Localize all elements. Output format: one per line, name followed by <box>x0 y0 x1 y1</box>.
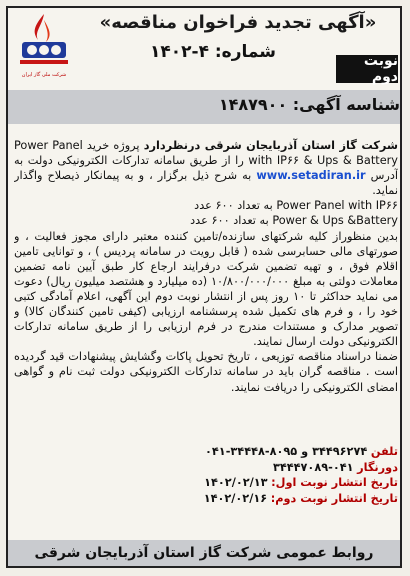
fax-value: ۰۴۱-۳۴۴۴۷۰۸۹ <box>272 460 354 474</box>
fax-label: دورنگار <box>357 460 398 474</box>
second-publish-row <box>14 491 398 507</box>
ad-id: شناسه آگهی: ۱۴۸۷۹۰۰ <box>218 95 400 114</box>
item-2: Power & Ups &Battery به تعداد ۶۰۰ عدد <box>190 214 398 228</box>
company-lead: شرکت گاز استان آذربایجان شرقی درنظردارد <box>143 139 398 152</box>
ad-title: «آگهی تجدید فراخوان مناقصه» <box>99 12 377 33</box>
fax-row <box>14 460 398 476</box>
round-badge: نوبت دوم <box>336 55 398 83</box>
paragraph-notes: ضمنا دراسناد مناقصه توزیعی ، تاریخ تحویل پاکات وگشایش پیشنهادات قید گردیده است . مناقصه گران باید در سامانه تدارکات الکترونیکی دولت ثبت نام و گواهی امضای الکترونیکی را دریافت نمایند. <box>14 350 398 394</box>
first-publish-date: ۱۴۰۲/۰۲/۱۳ <box>204 476 268 489</box>
gas-company-logo <box>12 10 76 72</box>
second-publish-date: ۱۴۰۲/۰۲/۱۶ <box>203 491 268 505</box>
paragraph-requirements: بدین منظوراز کلیه شرکتهای سازنده/تامین کننده معتبر دارای مجوز فعالیت ، و صورتهای مالی حسابرسی شده ( قابل رویت در سامانه پردیس ) ، و توانایی تامین اقلام فوق ، و تهیه تضمین شرکت درفرایند ارجاع کار طبق آیین نامه تضمین معاملات دولتی به مبلغ ۱۰/۸۰۰/۰۰۰/۰۰۰ (ده میلیارد و هشتصد میلیون ریال) دعوت می نماید حداکثر تا ۱۰ روز پس از انتشار نوبت دوم این آگهی، اعلام آمادگی کتبی خود را ، و فرم های تکمیل شده پرسشنامه ارزیابی (کیفی تامین کنندگان کالا) و تصویر مدارک و مستندات مندرج در فرم ارزیابی را از طریق سامانه تدارکات الکترونیکی دولت ارسال نمایند. <box>14 229 398 349</box>
item-1: Power Panel with IP۶۶ به تعداد ۶۰۰ عدد <box>194 199 398 213</box>
logo-caption: شرکت ملی گاز ایران <box>21 72 67 78</box>
tender-number: شماره: ۴-۱۴۰۲ <box>149 42 276 62</box>
second-publish-label: تاریخ انتشار نوبت دوم: <box>270 491 398 505</box>
phone-value: ۳۴۴۹۶۲۷۴ و ۸۰۹۵-۳۴۴۴۸-۰۴۱ <box>205 445 368 458</box>
ad-body <box>14 138 398 440</box>
intro-text: پروژه خرید Power Panel with IP۶۶ & Ups & Battery را از طریق سامانه تدارکات الکترونیکی دولت به آدرس <box>14 139 398 183</box>
contact-info <box>14 444 398 506</box>
first-publish-label: تاریخ انتشار نوبت اول: <box>271 476 398 489</box>
phone-row <box>14 444 398 460</box>
phone-label: تلفن <box>370 445 398 458</box>
website-link[interactable]: www.setadiran.ir <box>256 169 366 183</box>
footer-public-relations: روابط عمومی شرکت گاز استان آذربایجان شرقی <box>8 540 400 566</box>
paragraph-intro <box>14 138 398 198</box>
intro-end: به شرح ذیل برگزار ، و به پیمانکار ذیصلاح واگذار نماید. <box>14 169 398 198</box>
first-publish-row <box>14 475 398 491</box>
